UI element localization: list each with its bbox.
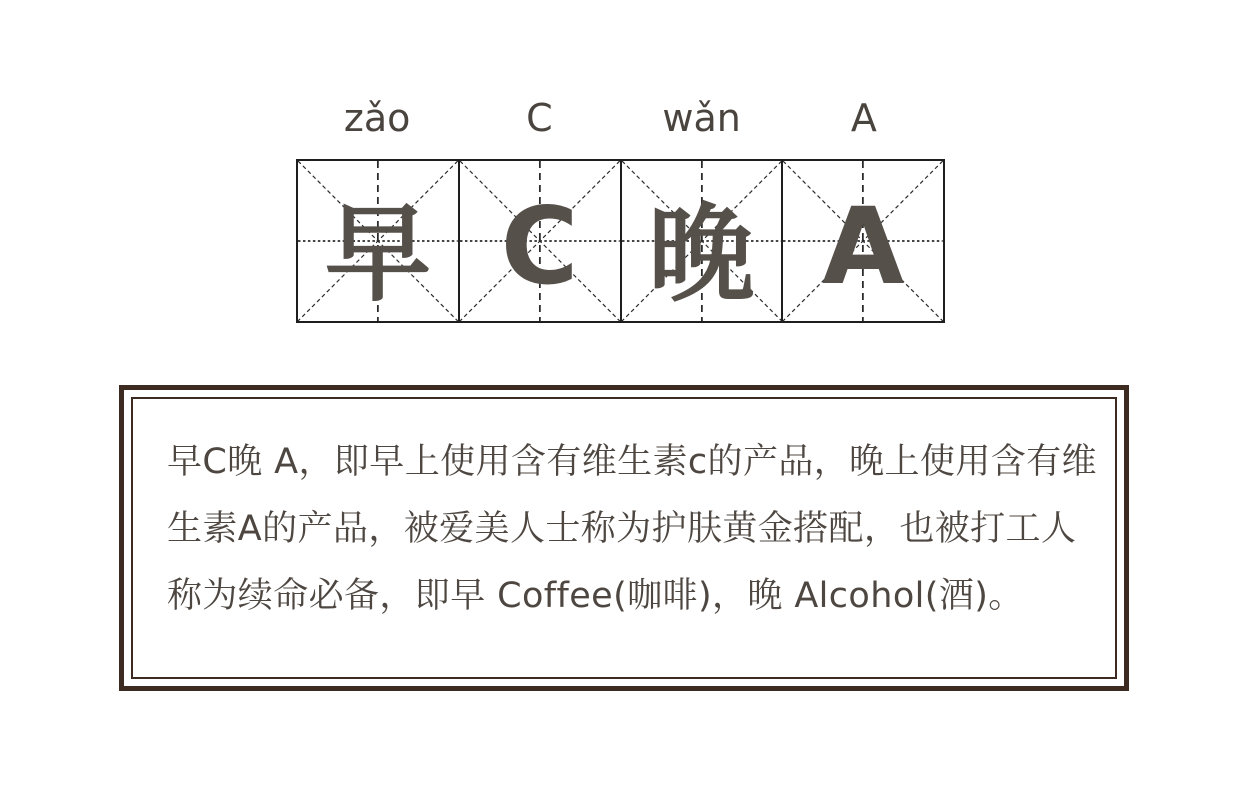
- definition-line-2: 生素A的产品，被爱美人士称为护肤黄金搭配，也被打工人: [167, 509, 1077, 549]
- grid-cell-2: [460, 161, 622, 321]
- grid-cell-4: [783, 161, 943, 321]
- definition-box: [119, 385, 1129, 691]
- definition-box-inner: [131, 397, 1117, 679]
- grid-cell-3: [622, 161, 784, 321]
- pinyin-label-wan: wǎn: [662, 96, 741, 140]
- grid-char-a: A: [822, 184, 905, 308]
- grid-char-wan: 晚: [648, 193, 755, 316]
- grid-char-zao: 早: [324, 193, 431, 316]
- grid-char-c: C: [500, 184, 579, 308]
- character-grid: [296, 159, 945, 323]
- pinyin-row: [296, 92, 945, 144]
- definition-line-1: 早C晚 A，即早上使用含有维生素c的产品，晚上使用含有维: [167, 442, 1097, 482]
- definition-line-3: 称为续命必备，即早 Coffee(咖啡)，晚 Alcohol(酒)。: [167, 576, 1024, 616]
- grid-cell-1: [298, 161, 460, 321]
- pinyin-label-c: C: [526, 96, 553, 140]
- pinyin-label-a: A: [850, 96, 877, 140]
- pinyin-label-zao: zǎo: [343, 96, 411, 140]
